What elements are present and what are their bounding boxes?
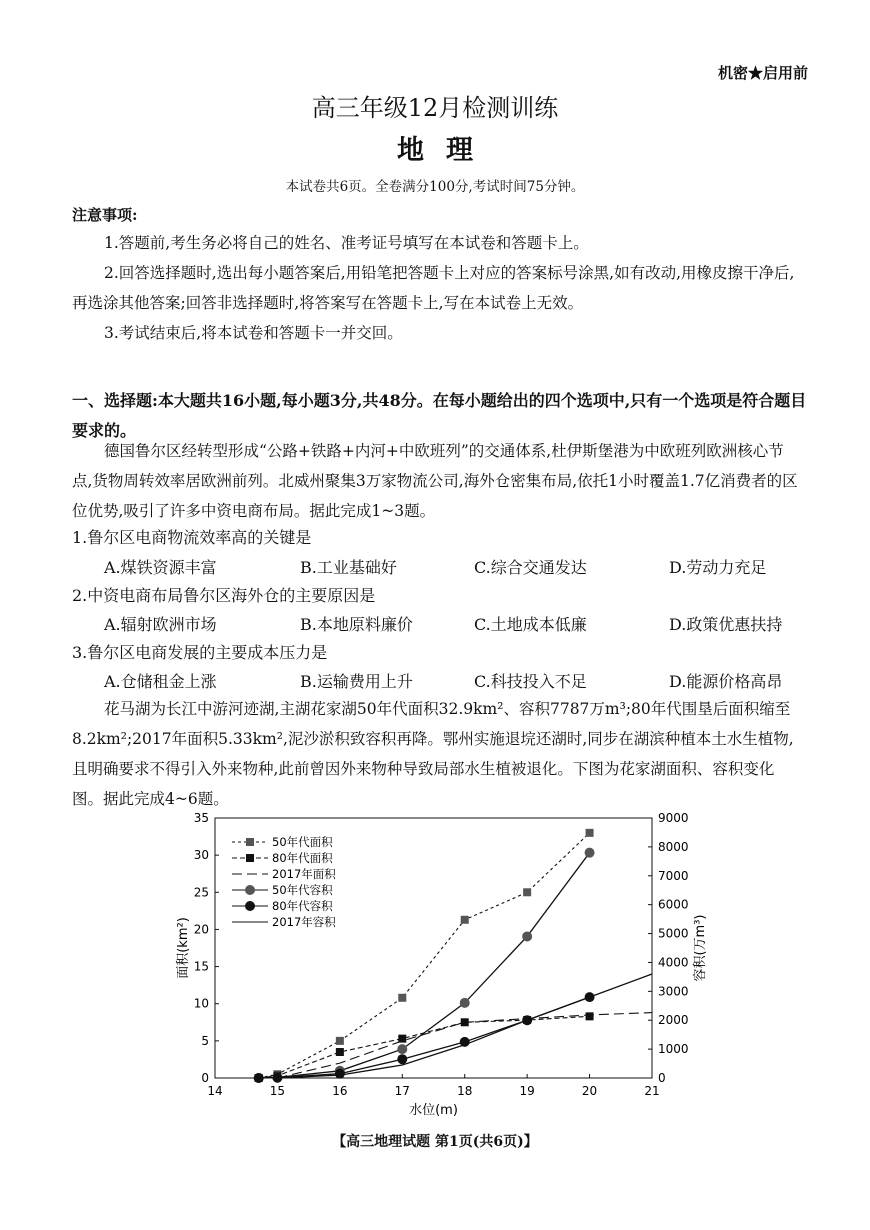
x-tick-label: 16 — [332, 1084, 348, 1098]
series-1-point — [523, 888, 531, 896]
q3-option-d[interactable]: D.能源价格高昂 — [669, 672, 783, 691]
q2-option-b[interactable]: B.本地原料廉价 — [300, 615, 413, 634]
y-tick-label: 15 — [193, 959, 209, 974]
y-tick-label: 30 — [193, 848, 209, 863]
q2-option-d[interactable]: D.政策优惠扶持 — [669, 615, 783, 634]
series-2-point — [336, 1048, 344, 1056]
q1-option-a[interactable]: A.煤铁资源丰富 — [104, 558, 217, 577]
y2-tick-label: 7000 — [658, 868, 689, 883]
y2-tick-label: 3000 — [658, 984, 689, 999]
y2-tick-label: 0 — [658, 1071, 666, 1085]
y2-tick-label: 6000 — [658, 897, 689, 912]
series-2-point — [586, 1012, 594, 1020]
x-tick-label: 21 — [644, 1084, 660, 1098]
section-heading: 一、选择题:本大题共16小题,每小题3分,共48分。在每小题给出的四个选项中,只有一个选项是符合题目要求的。 — [72, 391, 807, 440]
x-axis-label: 水位(m) — [409, 1103, 458, 1118]
y2-tick-label: 8000 — [658, 839, 689, 854]
notice-item-3: 3.考试结束后,将本试卷和答题卡一并交回。 — [104, 324, 403, 342]
passage-huamahu: 花马湖为长江中游河迹湖,主湖花家湖50年代面积32.9km²、容积7787万m³;80年代围垦后面积缩至8.2km²;2017年面积5.33km²,泥沙淤积致容积再降。鄂州实施退垸还湖时,同步在湖滨种植本土水生植物,且明确要求不得引入外来物种,此前曾因外来物种导致局部水生植被退化。下图为花家湖面积、容积变化图。据此完成4~6题。 — [72, 700, 794, 808]
subject-title: 地理 — [397, 135, 495, 166]
x-tick-label: 18 — [457, 1084, 473, 1098]
passage-ruhr: 德国鲁尔区经转型形成“公路+铁路+内河+中欧班列”的交通体系,杜伊斯堡港为中欧班列欧洲核心节点,货物周转效率居欧洲前列。北威州聚集3万家物流公司,海外仓密集布局,依托1小时覆盖1.7亿消费者的区位优势,吸引了许多中资电商布局。据此完成1~3题。 — [72, 442, 798, 520]
y2-tick-label: 1000 — [658, 1042, 689, 1057]
legend-label: 80年代容积 — [272, 899, 333, 913]
question-1-stem: 1.鲁尔区电商物流效率高的关键是 — [72, 528, 312, 547]
notice-heading: 注意事项: — [72, 206, 138, 224]
q3-option-a[interactable]: A.仓储租金上涨 — [104, 672, 217, 691]
q3-option-c[interactable]: C.科技投入不足 — [474, 672, 587, 691]
y-tick-label: 20 — [193, 922, 209, 937]
y2-axis-label: 容积(万m³) — [693, 914, 708, 982]
q2-option-c[interactable]: C.土地成本低廉 — [474, 615, 587, 634]
lake-area-volume-chart — [0, 810, 870, 1125]
exam-intro: 本试卷共6页。全卷满分100分,考试时间75分钟。 — [285, 179, 585, 195]
q1-option-d[interactable]: D.劳动力充足 — [669, 558, 767, 577]
x-tick-label: 19 — [519, 1084, 535, 1098]
legend-label: 2017年容积 — [272, 915, 336, 929]
y-axis-label: 面积(km²) — [176, 917, 191, 979]
question-2-stem: 2.中资电商布局鲁尔区海外仓的主要原因是 — [72, 586, 376, 605]
legend-label: 2017年面积 — [272, 867, 336, 881]
y-tick-label: 25 — [193, 885, 209, 900]
question-1-options — [104, 555, 804, 585]
question-3-stem: 3.鲁尔区电商发展的主要成本压力是 — [72, 643, 328, 662]
series-5-point — [397, 1054, 407, 1064]
legend-marker — [246, 838, 254, 846]
question-2-options — [104, 612, 804, 642]
legend-marker — [245, 885, 255, 895]
y-tick-label: 0 — [201, 1071, 209, 1085]
series-5-point — [335, 1069, 345, 1079]
legend-marker — [245, 901, 255, 911]
series-line-5 — [259, 997, 590, 1078]
x-tick-label: 15 — [269, 1084, 286, 1098]
q1-option-c[interactable]: C.综合交通发达 — [474, 558, 587, 577]
q2-option-a[interactable]: A.辐射欧洲市场 — [104, 615, 217, 634]
x-tick-label: 20 — [581, 1084, 598, 1098]
series-1-point — [586, 829, 594, 837]
series-4-point — [585, 848, 595, 858]
q1-option-b[interactable]: B.工业基础好 — [300, 558, 397, 577]
confidential-label: 机密★启用前 — [717, 64, 808, 82]
y-tick-label: 10 — [193, 996, 209, 1011]
page-footer: 【高三地理试题 第1页(共6页)】 — [332, 1134, 538, 1150]
series-4-point — [522, 931, 532, 941]
series-1-point — [398, 994, 406, 1002]
legend-label: 50年代容积 — [272, 883, 333, 897]
series-5-point — [254, 1073, 264, 1083]
series-1-point — [461, 916, 469, 924]
series-4-point — [460, 998, 470, 1008]
x-tick-label: 17 — [394, 1084, 410, 1098]
legend-label: 80年代面积 — [272, 851, 333, 865]
y2-tick-label: 5000 — [658, 926, 689, 941]
y2-tick-label: 2000 — [658, 1013, 689, 1028]
exam-title: 高三年级12月检测训练 — [311, 94, 559, 122]
series-line-2 — [259, 1016, 590, 1078]
notice-item-2: 2.回答选择题时,选出每小题答案后,用铅笔把答题卡上对应的答案标号涂黑,如有改动,用橡皮擦干净后,再选涂其他答案;回答非选择题时,将答案写在答题卡上,写在本试卷上无效。 — [72, 264, 795, 312]
legend-marker — [246, 854, 254, 862]
q3-option-b[interactable]: B.运输费用上升 — [300, 672, 413, 691]
y2-tick-label: 4000 — [658, 955, 689, 970]
y2-tick-label: 9000 — [658, 811, 689, 825]
y-tick-label: 35 — [193, 811, 209, 825]
x-tick-label: 14 — [207, 1084, 223, 1098]
series-1-point — [336, 1037, 344, 1045]
notice-item-1: 1.答题前,考生务必将自己的姓名、准考证号填写在本试卷和答题卡上。 — [104, 234, 589, 252]
y-tick-label: 5 — [201, 1033, 209, 1048]
legend-label: 50年代面积 — [272, 835, 333, 849]
series-4-point — [397, 1044, 407, 1054]
